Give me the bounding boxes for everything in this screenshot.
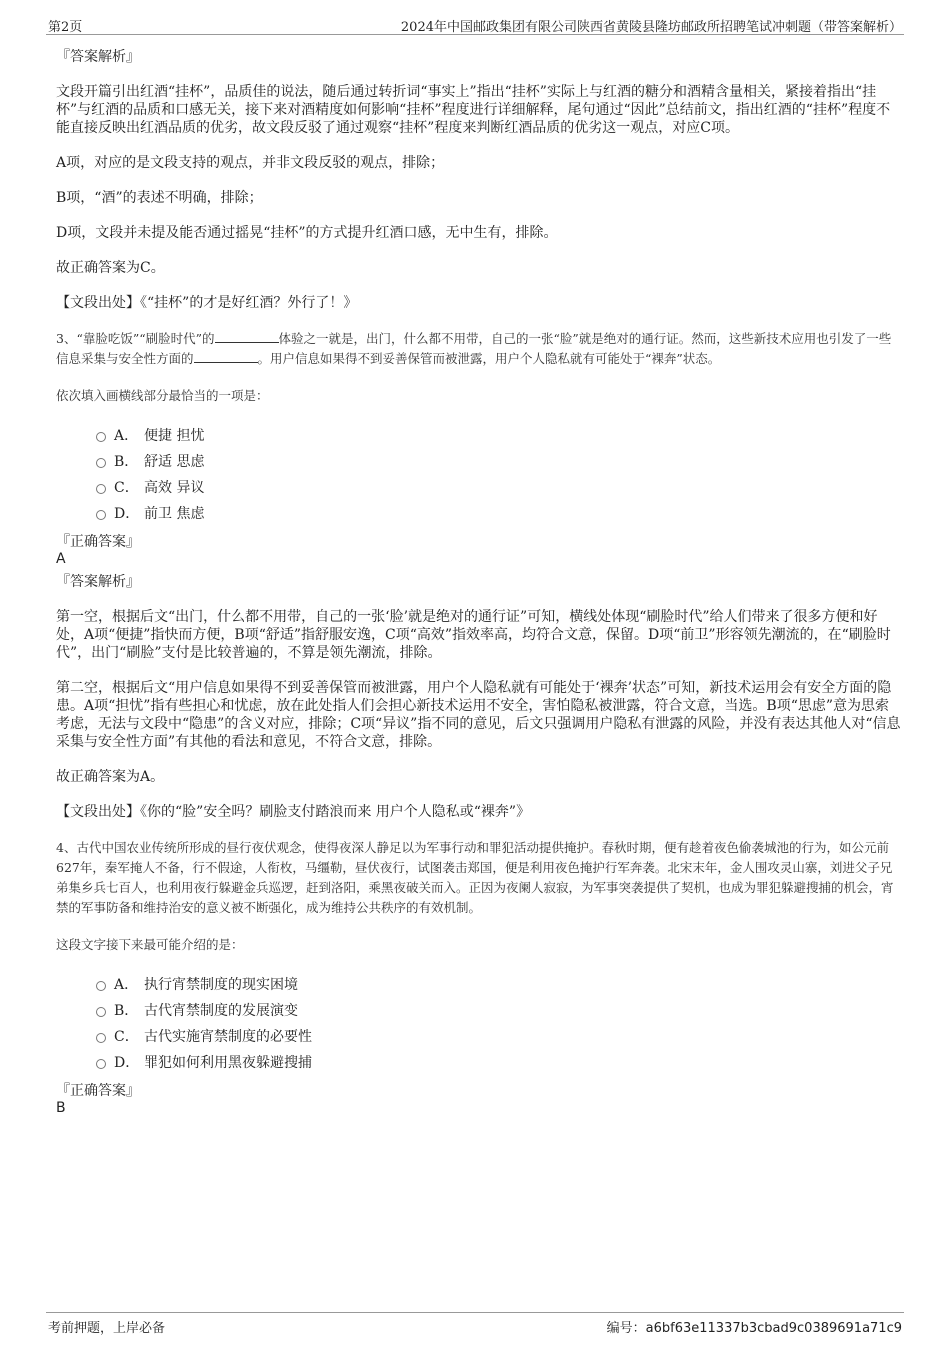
option-text: 高效 异议	[144, 480, 205, 496]
fill-blank	[194, 351, 258, 363]
radio-icon[interactable]	[96, 1059, 106, 1069]
option-key: D．	[114, 1055, 140, 1071]
option-a[interactable]	[56, 423, 902, 449]
radio-icon[interactable]	[96, 1033, 106, 1043]
stem-text: 。用户信息如果得不到妥善保管而被泄露，用户个人隐私就有可能处于“裸奔”状态。	[257, 351, 721, 366]
option-text: 古代宵禁制度的发展演变	[144, 1003, 298, 1019]
passage-source: 【文段出处】《“挂杯”的才是好红酒？外行了！》	[56, 295, 358, 311]
question-prompt: 这段文字接下来最可能介绍的是：	[56, 937, 244, 952]
option-key: C．	[114, 480, 139, 496]
analysis-option-a: A项，对应的是文段支持的观点，并非文段反驳的观点，排除；	[56, 155, 445, 171]
stem-text: 体验之一就是，出门，什么都不用带，自己的一张“脸”就是绝对的通行证。然而，这些新技术应用也引发了一些信息采集与安全性方面的	[56, 331, 892, 366]
option-list	[56, 423, 902, 527]
option-c[interactable]	[56, 475, 902, 501]
radio-icon[interactable]	[96, 458, 106, 468]
option-text: 罪犯如何利用黑夜躲避搜捕	[144, 1055, 312, 1071]
analysis-conclusion: 故正确答案为C。	[56, 260, 165, 276]
question-stem: 4、古代中国农业传统所形成的昼行夜伏观念，使得夜深人静足以为军事行动和罪犯活动提供掩护。春秋时期，便有趁着夜色偷袭城池的行为，如公元前627年，秦军掩人不备，行不假途，人衔枚，马缰勒，昼伏夜行，试图袭击郑国，便是利用夜色掩护行军奔袭。北宋末年，金人围攻灵山寨，刘进父子兄弟集乡兵七百人，也利用夜行躲避金兵巡逻，赶到洛阳，乘黑夜破关而入。正因为夜阑人寂寂，为军事突袭提供了契机，也成为罪犯躲避搜捕的机会，宵禁的军事防备和维持治安的意义被不断强化，成为维持公共秩序的有效机制。	[56, 840, 894, 915]
correct-answer: A	[56, 551, 66, 567]
radio-icon[interactable]	[96, 981, 106, 991]
analysis-label: 『答案解析』	[56, 574, 140, 590]
option-b[interactable]	[56, 998, 902, 1024]
option-text: 执行宵禁制度的现实困境	[144, 977, 298, 993]
footer-slogan: 考前押题，上岸必备	[48, 1321, 166, 1336]
analysis-paragraph: 第一空，根据后文“出门，什么都不用带，自己的一张‘脸’就是绝对的通行证”可知，横线处体现“刷脸时代”给人们带来了很多方便和好处，A项“便捷”指快而方便，B项“舒适”指舒服安逸，C项“高效”指效率高，均符合文意，保留。D项“前卫”形容领先潮流的，在“刷脸时代”，出门“刷脸”支付是比较普遍的，不算是领先潮流，排除。	[56, 609, 891, 661]
option-d[interactable]	[56, 1050, 902, 1076]
analysis-paragraph: 文段开篇引出红酒“挂杯”，品质佳的说法，随后通过转折词“事实上”指出“挂杯”实际上与红酒的糖分和酒精含量相关，紧接着指出“挂杯”与红酒的品质和口感无关，接下来对酒精度如何影响“挂杯”程度进行详细解释，尾句通过“因此”总结前文，指出红酒的“挂杯”程度不能直接反映出红酒品质的优劣，故文段反驳了通过观察“挂杯”程度来判断红酒品质的优劣这一观点，对应C项。	[56, 84, 891, 136]
option-text: 古代实施宵禁制度的必要性	[144, 1029, 312, 1045]
question-stem	[56, 329, 902, 369]
option-key: A．	[114, 977, 139, 993]
analysis-option-b: B项，“酒”的表述不明确，排除；	[56, 190, 263, 206]
option-key: A．	[114, 428, 139, 444]
option-text: 舒适 思虑	[144, 454, 205, 470]
radio-icon[interactable]	[96, 484, 106, 494]
fill-blank	[215, 331, 279, 343]
analysis-label: 『答案解析』	[56, 49, 140, 65]
question-prompt: 依次填入画横线部分最恰当的一项是：	[56, 388, 269, 403]
stem-text: 3、“靠脸吃饭”“刷脸时代”的	[56, 331, 215, 346]
option-key: B．	[114, 454, 139, 470]
analysis-option-d: D项，文段并未提及能否通过摇晃“挂杯”的方式提升红酒口感，无中生有，排除。	[56, 225, 558, 241]
code-label: 编号：	[606, 1321, 646, 1336]
option-a[interactable]	[56, 972, 902, 998]
page-number: 第2页	[48, 20, 83, 35]
radio-icon[interactable]	[96, 432, 106, 442]
option-text: 便捷 担忧	[144, 428, 205, 444]
radio-icon[interactable]	[96, 510, 106, 520]
analysis-paragraph: 第二空，根据后文“用户信息如果得不到妥善保管而被泄露，用户个人隐私就有可能处于‘裸奔’状态”可知，新技术运用会有安全方面的隐患。A项“担忧”指有些担心和忧虑，放在此处指人们会担心新技术运用不安全，害怕隐私被泄露，符合文意，当选。B项“思虑”意为思索考虑，无法与文段中“隐患”的含义对应，排除；C项“异议”指不同的意见，后文只强调用户隐私有泄露的风险，并没有表达其他人对“信息采集与安全性方面”有其他的看法和意见，不符合文意，排除。	[56, 680, 901, 750]
option-text: 前卫 焦虑	[144, 506, 205, 522]
code-value: a6bf63e11337b3cbad9c0389691a71c9	[645, 1321, 902, 1336]
document-code	[607, 1317, 902, 1336]
page-header	[46, 14, 904, 35]
answer-label: 『正确答案』	[56, 1083, 140, 1099]
analysis-conclusion: 故正确答案为A。	[56, 769, 165, 785]
document-body	[56, 48, 902, 1116]
page-footer	[46, 1312, 904, 1335]
option-d[interactable]	[56, 501, 902, 527]
option-b[interactable]	[56, 449, 902, 475]
option-key: D．	[114, 506, 140, 522]
document-title: 2024年中国邮政集团有限公司陕西省黄陵县隆坊邮政所招聘笔试冲刺题（带答案解析）	[400, 20, 902, 35]
option-list	[56, 972, 902, 1076]
option-key: B．	[114, 1003, 139, 1019]
radio-icon[interactable]	[96, 1007, 106, 1017]
option-key: C．	[114, 1029, 139, 1045]
correct-answer: B	[56, 1100, 66, 1116]
option-c[interactable]	[56, 1024, 902, 1050]
answer-label: 『正确答案』	[56, 534, 140, 550]
passage-source: 【文段出处】《你的“脸”安全吗？刷脸支付踏浪而来 用户个人隐私或“裸奔”》	[56, 804, 531, 820]
